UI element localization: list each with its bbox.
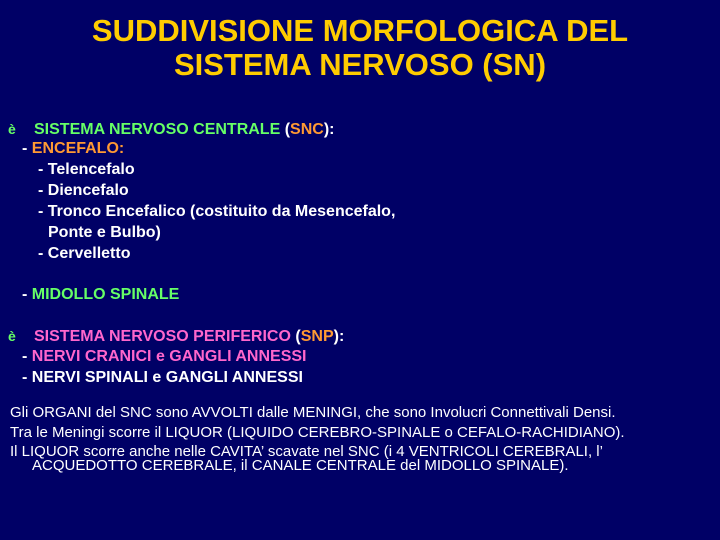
snp-abbr: SNP — [300, 328, 334, 345]
note-cavita: Il LIQUOR scorre anche nelle CAVITA’ scavate nel SNC (i 4 VENTRICOLI CEREBRALI, l’ — [10, 443, 603, 460]
list-item-cervelletto: - Cervelletto — [38, 245, 131, 262]
arrow-right-icon: è — [8, 121, 16, 137]
list-item-tronco-encefalico: - Tronco Encefalico (costituito da Mesencefalo, — [38, 203, 396, 220]
nervi-cranici-label: NERVI CRANICI e GANGLI ANNESSI — [31, 348, 307, 365]
list-item-nervi-cranici — [22, 347, 306, 367]
snc-paren-close: ): — [323, 121, 335, 138]
list-item-tronco-continuation: Ponte e Bulbo) — [48, 224, 161, 241]
title-line-2: SISTEMA NERVOSO (SN) — [173, 47, 547, 82]
note-cavita-continuation: ACQUEDOTTO CEREBRALE, il CANALE CENTRALE del MIDOLLO SPINALE). — [32, 457, 569, 474]
snc-label: SISTEMA NERVOSO CENTRALE — [34, 121, 281, 138]
list-item-nervi-spinali: - NERVI SPINALI e GANGLI ANNESSI — [22, 369, 303, 386]
encefalo-prefix: - — [22, 140, 32, 157]
encefalo-heading — [22, 139, 124, 159]
encefalo-label: ENCEFALO: — [31, 140, 125, 157]
snc-paren-open: ( — [280, 121, 291, 138]
snp-paren-open: ( — [290, 328, 301, 345]
snc-heading — [8, 119, 334, 140]
midollo-prefix: - — [22, 286, 32, 303]
note-meningi: Gli ORGANI del SNC sono AVVOLTI dalle MENINGI, che sono Involucri Connettivali Densi. — [10, 404, 616, 421]
snp-heading — [8, 326, 344, 347]
title-line-1: SUDDIVISIONE MORFOLOGICA DEL — [91, 13, 629, 48]
nervi-cranici-prefix: - — [22, 348, 32, 365]
midollo-label: MIDOLLO SPINALE — [31, 286, 180, 303]
note-liquor: Tra le Meningi scorre il LIQUOR (LIQUIDO CEREBRO-SPINALE o CEFALO-RACHIDIANO). — [10, 424, 625, 441]
snp-label: SISTEMA NERVOSO PERIFERICO — [34, 328, 291, 345]
snc-abbr: SNC — [290, 121, 324, 138]
snp-paren-close: ): — [333, 328, 345, 345]
slide-title — [0, 14, 720, 82]
midollo-spinale — [22, 285, 179, 305]
list-item-telencefalo: - Telencefalo — [38, 161, 135, 178]
list-item-diencefalo: - Diencefalo — [38, 182, 129, 199]
arrow-right-icon: è — [8, 328, 16, 344]
